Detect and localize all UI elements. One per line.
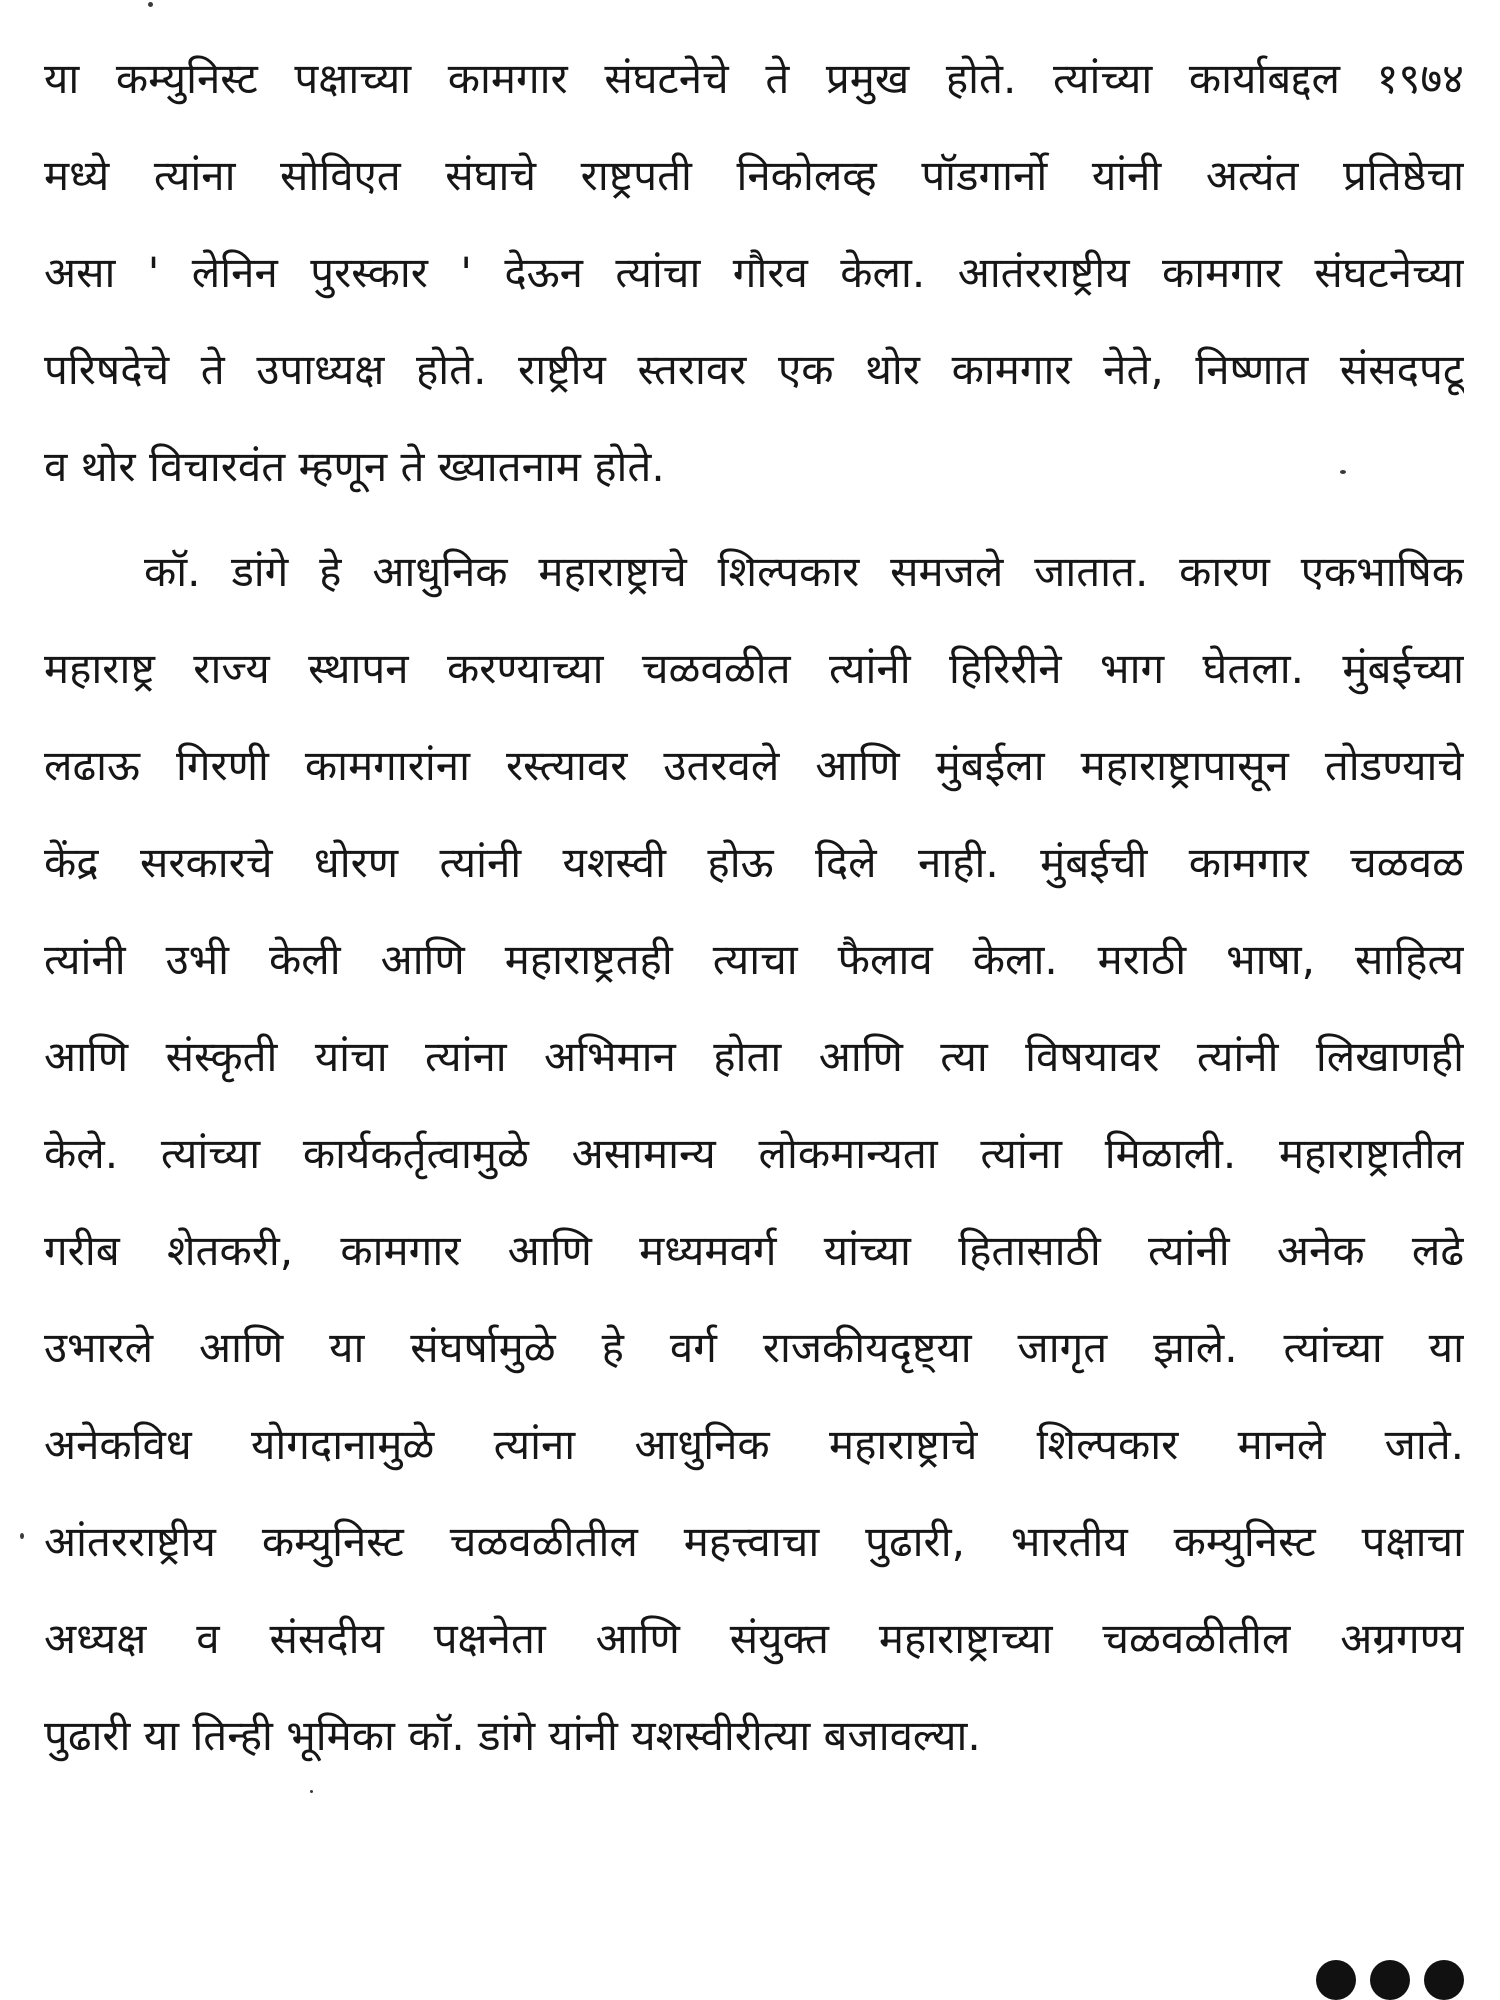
- document-page: [44, 30, 1464, 1784]
- scan-speck: [20, 1533, 24, 1539]
- text-line: या कम्युनिस्ट पक्षाच्या कामगार संघटनेचे ते प्रमुख होते. त्यांच्या कार्याबद्दल १९७४: [44, 54, 1464, 103]
- end-of-section-marker: [1316, 1960, 1464, 2000]
- text-line: पुढारी या तिन्ही भूमिका कॉ. डांगे यांनी यशस्वीरीत्या बजावल्या.: [44, 1711, 981, 1760]
- paragraph-spacer: [44, 515, 1464, 523]
- paragraph-1: [44, 30, 1464, 515]
- text-line: महाराष्ट्र राज्य स्थापन करण्याच्या चळवळीत त्यांनी हिरिरीने भाग घेतला. मुंबईच्या: [44, 644, 1464, 693]
- text-line: आणि संस्कृती यांचा त्यांना अभिमान होता आणि त्या विषयावर त्यांनी लिखाणही: [44, 1032, 1464, 1081]
- text-line: केले. त्यांच्या कार्यकर्तृत्वामुळे असामान्य लोकमान्यता त्यांना मिळाली. महाराष्ट्रातील: [44, 1129, 1464, 1178]
- text-line: मध्ये त्यांना सोविएत संघाचे राष्ट्रपती निकोलव्ह पॉडगार्नो यांनी अत्यंत प्रतिष्ठेचा: [44, 151, 1464, 200]
- text-line: गरीब शेतकरी, कामगार आणि मध्यमवर्ग यांच्या हितासाठी त्यांनी अनेक लढे: [44, 1226, 1464, 1275]
- text-line: त्यांनी उभी केली आणि महाराष्ट्रतही त्याचा फैलाव केला. मराठी भाषा, साहित्य: [44, 935, 1464, 984]
- paragraph-2: [44, 523, 1464, 1784]
- text-line: परिषदेचे ते उपाध्यक्ष होते. राष्ट्रीय स्तरावर एक थोर कामगार नेते, निष्णात संसदपटू: [44, 345, 1464, 394]
- text-line: व थोर विचारवंत म्हणून ते ख्यातनाम होते.: [44, 442, 665, 491]
- text-line: कॉ. डांगे हे आधुनिक महाराष्ट्राचे शिल्पकार समजले जातात. कारण एकभाषिक: [144, 547, 1464, 596]
- scan-speck: [1340, 470, 1346, 474]
- text-line: असा ' लेनिन पुरस्कार ' देऊन त्यांचा गौरव केला. आतंरराष्ट्रीय कामगार संघटनेच्या: [44, 248, 1464, 297]
- text-line: उभारले आणि या संघर्षामुळे हे वर्ग राजकीयदृष्ट्या जागृत झाले. त्यांच्या या: [44, 1323, 1464, 1372]
- end-dot: [1370, 1960, 1410, 2000]
- scan-speck: [310, 1790, 313, 1793]
- text-line: अनेकविध योगदानामुळे त्यांना आधुनिक महाराष्ट्राचे शिल्पकार मानले जाते.: [44, 1420, 1464, 1469]
- text-line: लढाऊ गिरणी कामगारांना रस्त्यावर उतरवले आणि मुंबईला महाराष्ट्रापासून तोडण्याचे: [44, 741, 1464, 790]
- text-line: अध्यक्ष व संसदीय पक्षनेता आणि संयुक्त महाराष्ट्राच्या चळवळीतील अग्रगण्य: [44, 1614, 1464, 1663]
- scan-speck: [148, 2, 153, 7]
- end-dot: [1424, 1960, 1464, 2000]
- text-line: आंतरराष्ट्रीय कम्युनिस्ट चळवळीतील महत्त्वाचा पुढारी, भारतीय कम्युनिस्ट पक्षाचा: [44, 1517, 1464, 1566]
- end-dot: [1316, 1960, 1356, 2000]
- text-line: केंद्र सरकारचे धोरण त्यांनी यशस्वी होऊ दिले नाही. मुंबईची कामगार चळवळ: [44, 838, 1464, 887]
